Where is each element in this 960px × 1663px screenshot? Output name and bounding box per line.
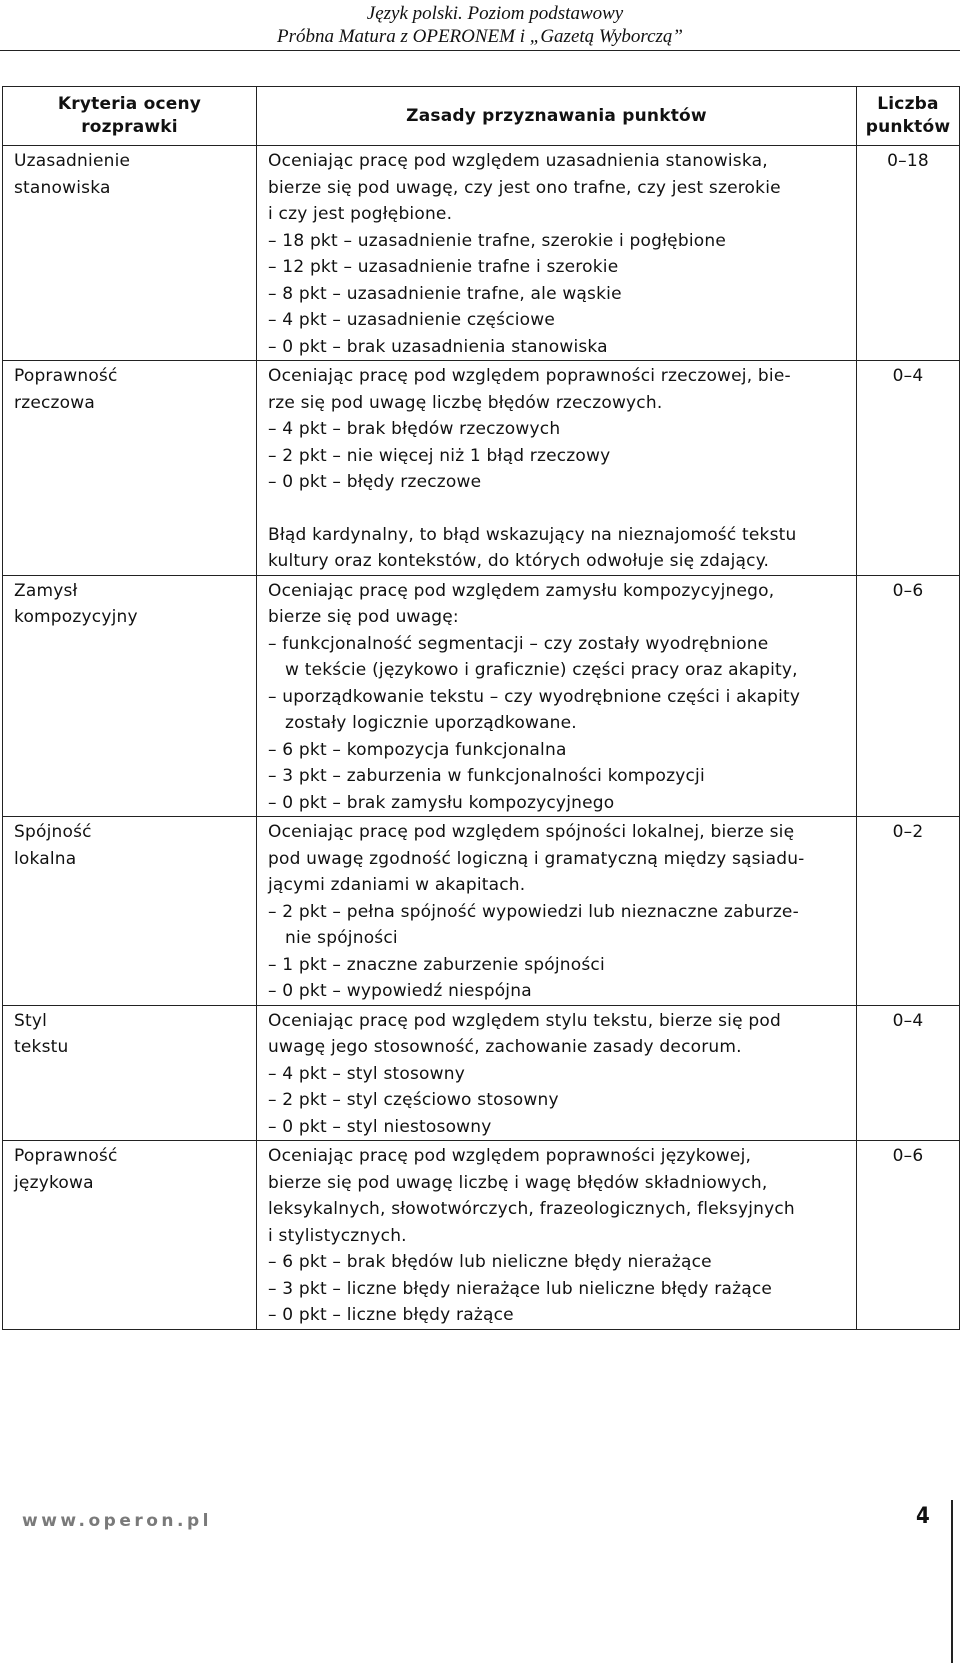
header-divider xyxy=(0,50,960,51)
rule-line: – 6 pkt – brak błędów lub nieliczne błędy nierażące xyxy=(268,1252,712,1272)
page-number-rule xyxy=(951,1500,953,1663)
criterion-label: Poprawność xyxy=(14,366,118,386)
table-row xyxy=(3,146,960,361)
rule-line: – funkcjonalność segmentacji – czy zostały wyodrębnione xyxy=(268,633,769,654)
header-criteria: Kryteria oceny rozprawki xyxy=(3,87,257,146)
rule-line: – 18 pkt – uzasadnienie trafne, szerokie i pogłębione xyxy=(268,230,726,251)
criterion-label: Poprawność xyxy=(14,1146,118,1166)
rule-line: Oceniając pracę pod względem poprawności językowej, xyxy=(268,1146,752,1166)
rule-line: – 1 pkt – znaczne zaburzenie spójności xyxy=(268,954,605,975)
footer-website: www.operon.pl xyxy=(22,1511,212,1531)
points-cell: 0–4 xyxy=(857,361,960,576)
criterion-label: kompozycyjny xyxy=(14,607,138,627)
header-points: Liczba punktów xyxy=(857,87,960,146)
rule-line: – 2 pkt – nie więcej niż 1 błąd rzeczowy xyxy=(268,445,611,466)
rule-line: bierze się pod uwagę, czy jest ono trafne, czy jest szerokie xyxy=(268,177,781,198)
rule-line: – 0 pkt – brak zamysłu kompozycyjnego xyxy=(268,792,615,813)
criterion-cell xyxy=(3,817,257,1006)
rule-line: – 0 pkt – wypowiedź niespójna xyxy=(268,981,532,1001)
points-cell: 0–6 xyxy=(857,575,960,817)
rules-cell xyxy=(257,817,857,1006)
rule-line: – 0 pkt – brak uzasadnienia stanowiska xyxy=(268,336,608,357)
table-row xyxy=(3,575,960,817)
rule-line: – 0 pkt – styl niestosowny xyxy=(268,1116,492,1137)
rule-line: uwagę jego stosowność, zachowanie zasady decorum. xyxy=(268,1037,742,1057)
rules-cell xyxy=(257,361,857,576)
rule-line: – 0 pkt – liczne błędy rażące xyxy=(268,1305,514,1325)
rule-line: Oceniając pracę pod względem spójności lokalnej, bierze się xyxy=(268,822,795,842)
rule-line: – uporządkowanie tekstu – czy wyodrębnione części i akapity xyxy=(268,686,801,707)
rule-note-line: kultury oraz kontekstów, do których odwołuje się zdający. xyxy=(268,551,770,571)
table-header-row xyxy=(3,87,960,146)
rule-line: bierze się pod uwagę liczbę i wagę błędów składniowych, xyxy=(268,1172,768,1193)
rule-line: – 4 pkt – brak błędów rzeczowych xyxy=(268,419,561,439)
criterion-cell xyxy=(3,575,257,817)
criterion-cell xyxy=(3,146,257,361)
table-row xyxy=(3,361,960,576)
criterion-label: tekstu xyxy=(14,1037,69,1057)
rule-line: Oceniając pracę pod względem stylu tekstu, bierze się pod xyxy=(268,1010,781,1031)
rule-line: bierze się pod uwagę: xyxy=(268,607,459,627)
criterion-cell xyxy=(3,1005,257,1141)
header-subject: Język polski. Poziom podstawowy xyxy=(366,3,624,24)
table-row xyxy=(3,1005,960,1141)
criteria-table xyxy=(2,86,960,1330)
rules-cell xyxy=(257,1141,857,1330)
criterion-label: językowa xyxy=(14,1172,94,1193)
rule-line: – 2 pkt – styl częściowo stosowny xyxy=(268,1090,559,1110)
rule-note-line: Błąd kardynalny, to błąd wskazujący na nieznajomość tekstu xyxy=(268,524,797,545)
header-rules: Zasady przyznawania punktów xyxy=(257,87,857,146)
rule-line: – 2 pkt – pełna spójność wypowiedzi lub nieznaczne zaburze- xyxy=(268,901,799,922)
points-cell: 0–18 xyxy=(857,146,960,361)
points-cell: 0–2 xyxy=(857,817,960,1006)
criterion-label: Spójność xyxy=(14,822,92,842)
rule-line: Oceniając pracę pod względem poprawności rzeczowej, bie- xyxy=(268,366,791,386)
rule-line: Oceniając pracę pod względem zamysłu kompozycyjnego, xyxy=(268,580,775,601)
rule-line: – 4 pkt – uzasadnienie częściowe xyxy=(268,310,556,330)
header-exam-title: Próbna Matura z OPERONEM i „Gazetą Wyborczą” xyxy=(276,26,684,47)
rule-line: – 3 pkt – zaburzenia w funkcjonalności kompozycji xyxy=(268,766,705,786)
rules-cell xyxy=(257,575,857,817)
rule-line: i stylistycznych. xyxy=(268,1225,407,1246)
rule-line: pod uwagę zgodność logiczną i gramatyczną między sąsiadu- xyxy=(268,848,805,869)
rule-line: jącymi zdaniami w akapitach. xyxy=(268,875,526,895)
criterion-label: Zamysł xyxy=(14,580,78,601)
rule-line: – 3 pkt – liczne błędy nierażące lub nieliczne błędy rażące xyxy=(268,1278,773,1299)
rule-line: nie spójności xyxy=(285,928,398,948)
rule-line: – 8 pkt – uzasadnienie trafne, ale wąskie xyxy=(268,283,622,304)
table-row xyxy=(3,1141,960,1330)
rule-line: – 4 pkt – styl stosowny xyxy=(268,1063,465,1084)
rule-line: zostały logicznie uporządkowane. xyxy=(285,713,577,733)
rule-line: – 12 pkt – uzasadnienie trafne i szerokie xyxy=(268,257,619,277)
points-cell: 0–6 xyxy=(857,1141,960,1330)
rule-line: w tekście (językowo i graficznie) części pracy oraz akapity, xyxy=(285,660,798,680)
rules-cell xyxy=(257,1005,857,1141)
criterion-label: stanowiska xyxy=(14,177,111,198)
rule-line: leksykalnych, słowotwórczych, frazeologicznych, fleksyjnych xyxy=(268,1199,795,1219)
rule-line: – 6 pkt – kompozycja funkcjonalna xyxy=(268,739,567,760)
spacer xyxy=(268,496,850,522)
rule-line: i czy jest pogłębione. xyxy=(268,204,453,224)
criterion-label: lokalna xyxy=(14,848,77,869)
document-header xyxy=(0,0,960,52)
rules-cell xyxy=(257,146,857,361)
page-number: 4 xyxy=(916,1504,930,1529)
criterion-label: rzeczowa xyxy=(14,392,95,413)
table-row xyxy=(3,817,960,1006)
points-cell: 0–4 xyxy=(857,1005,960,1141)
criterion-label: Styl xyxy=(14,1010,48,1031)
rule-line: Oceniając pracę pod względem uzasadnienia stanowiska, xyxy=(268,151,768,171)
criterion-label: Uzasadnienie xyxy=(14,151,131,171)
criterion-cell xyxy=(3,1141,257,1330)
rule-line: rze się pod uwagę liczbę błędów rzeczowych. xyxy=(268,392,663,413)
criterion-cell xyxy=(3,361,257,576)
rule-line: – 0 pkt – błędy rzeczowe xyxy=(268,472,482,492)
